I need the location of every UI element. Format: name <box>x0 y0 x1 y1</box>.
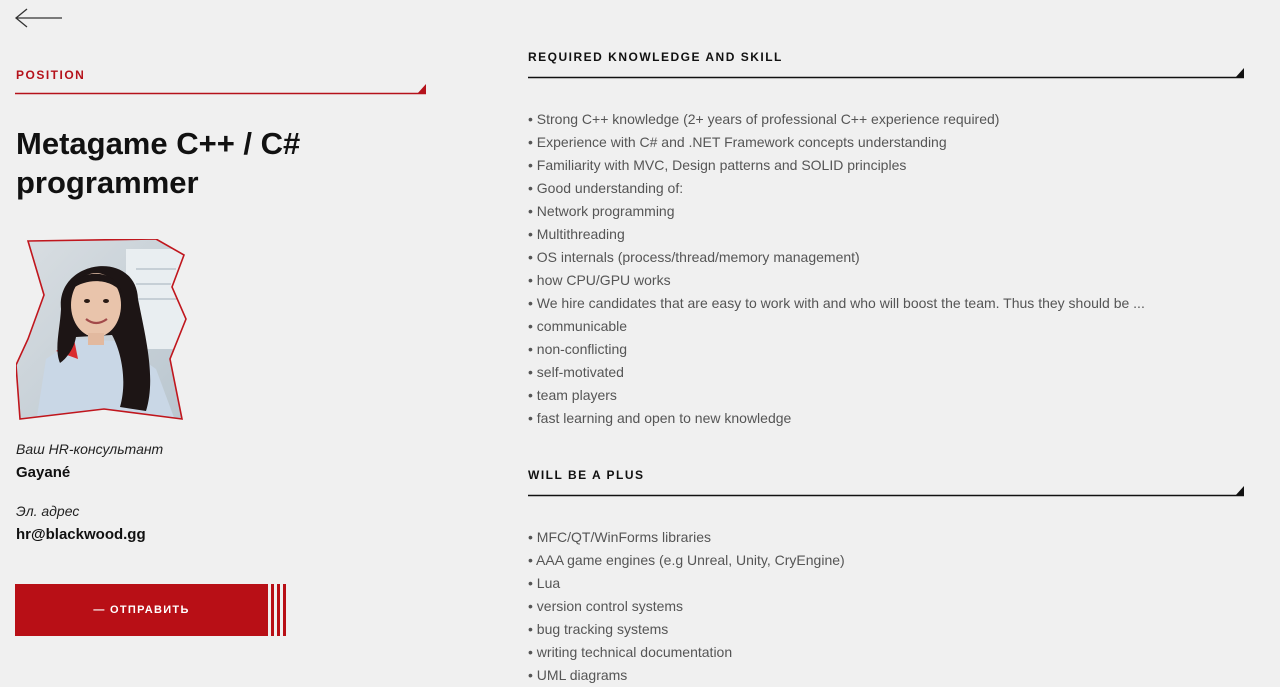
plus-skills-section <box>528 468 1244 687</box>
list-item: • communicable <box>528 318 628 334</box>
back-arrow-icon[interactable] <box>14 6 64 30</box>
list-item: • Experience with C# and .NET Framework concepts understanding <box>528 134 947 150</box>
section-divider <box>528 67 1244 79</box>
send-button[interactable]: — ОТПРАВИТЬ <box>15 584 268 636</box>
list-item: • Good understanding of: <box>528 180 684 196</box>
email-label: Эл. адрес <box>16 503 80 519</box>
plus-skills-list <box>528 526 1244 687</box>
required-skills-section <box>528 50 1244 430</box>
hr-consultant-label: Ваш HR-консультант <box>16 441 164 457</box>
list-item: • non-conflicting <box>528 341 628 357</box>
page-title: Metagame C++ / C# programmer <box>16 126 301 200</box>
list-item: • self-motivated <box>528 364 624 380</box>
list-item: • UML diagrams <box>528 667 628 683</box>
list-item: • how CPU/GPU works <box>528 272 671 288</box>
hr-avatar <box>16 239 188 423</box>
button-stripe <box>271 584 274 636</box>
list-item: • bug tracking systems <box>528 621 669 637</box>
list-item: • We hire candidates that are easy to work with and who will boost the team. Thus they should be ... <box>528 295 1145 311</box>
button-stripe <box>277 584 280 636</box>
button-stripe <box>283 584 286 636</box>
hr-consultant-name: Gayané <box>16 464 71 481</box>
required-skills-list <box>528 108 1244 430</box>
position-label: POSITION <box>16 68 86 82</box>
required-skills-heading: REQUIRED KNOWLEDGE AND SKILL <box>528 50 783 64</box>
email-address[interactable]: hr@blackwood.gg <box>16 526 146 543</box>
list-item: • team players <box>528 387 617 403</box>
list-item: • OS internals (process/thread/memory management) <box>528 249 860 265</box>
list-item: • writing technical documentation <box>528 644 733 660</box>
plus-skills-heading: WILL BE A PLUS <box>528 468 645 482</box>
position-divider <box>15 83 426 95</box>
list-item: • Familiarity with MVC, Design patterns and SOLID principles <box>528 157 907 173</box>
list-item: • AAA game engines (e.g Unreal, Unity, CryEngine) <box>528 552 845 568</box>
list-item: • Multithreading <box>528 226 625 242</box>
list-item: • MFC/QT/WinForms libraries <box>528 529 712 545</box>
list-item: • Network programming <box>528 203 675 219</box>
list-item: • Lua <box>528 575 561 591</box>
list-item: • fast learning and open to new knowledge <box>528 410 792 426</box>
section-divider <box>528 485 1244 497</box>
list-item: • Strong C++ knowledge (2+ years of professional C++ experience required) <box>528 111 1000 127</box>
list-item: • version control systems <box>528 598 684 614</box>
